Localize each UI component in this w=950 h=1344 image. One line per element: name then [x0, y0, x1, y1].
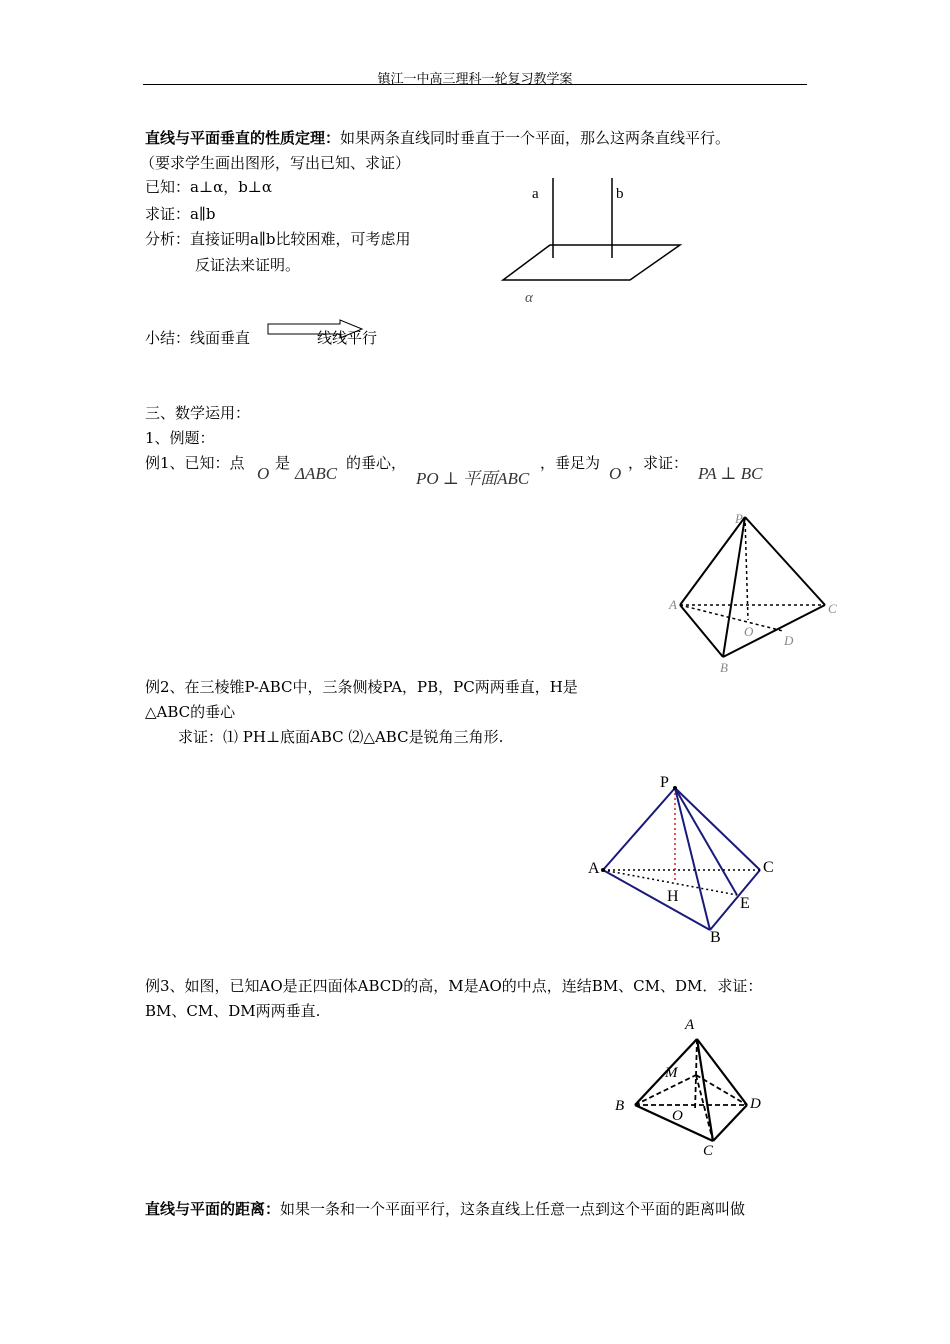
- analysis-text-1: 直接证明a∥b比较困难，可考虑用: [190, 230, 411, 248]
- theorem-text: 如果两条直线同时垂直于一个平面，那么这两条直线平行。: [340, 129, 731, 147]
- ex2-line-2: △ABC的垂心: [145, 703, 236, 721]
- ex1-prefix: 例1、已知：点: [145, 454, 245, 472]
- ex1-orthocenter: 的垂心，: [346, 454, 407, 472]
- ex1-triangle: ΔABC: [295, 464, 338, 483]
- ex3-label-m: M: [665, 1065, 678, 1081]
- distance-text: 如果一条和一个平面平行，这条直线上任意一点到这个平面的距离叫做: [280, 1200, 746, 1218]
- theorem-title: 直线与平面垂直的性质定理：: [145, 129, 341, 147]
- header-rule: [143, 84, 807, 85]
- ex1-is: 是: [275, 454, 291, 472]
- ex3-tetrahedron-figure: [605, 1015, 785, 1165]
- ex3-line-2: BM、CM、DM两两垂直.: [145, 1002, 321, 1020]
- perpendicular-lines-figure: [495, 170, 695, 310]
- ex2-label-h: H: [667, 888, 679, 905]
- analysis-label: 分析：: [145, 230, 191, 248]
- prove-line: [145, 203, 216, 224]
- theorem-note: （要求学生画出图形，写出已知、求证）: [140, 154, 411, 172]
- given-label: 已知：: [145, 178, 191, 196]
- ex2-label-p: P: [660, 774, 669, 791]
- plane-alpha-label: α: [525, 290, 533, 306]
- ex2-label-e: E: [740, 895, 750, 912]
- ex2-label-b: B: [710, 929, 721, 946]
- summary-line: [145, 327, 250, 348]
- ex2-label-c: C: [763, 859, 774, 876]
- prove-text: a∥b: [190, 205, 216, 223]
- analysis-text-2: 反证法来证明。: [195, 256, 301, 274]
- ex3-line-1: 例3、如图，已知AO是正四面体ABCD的高，M是AO的中点，连结BM、CM、DM．求证：: [145, 977, 763, 995]
- analysis-line: [145, 228, 411, 249]
- line-a-label: a: [532, 186, 539, 202]
- ex1-foot: ，垂足为: [540, 454, 601, 472]
- ex1-label-o: O: [744, 624, 754, 639]
- ex3-label-b: B: [615, 1098, 625, 1114]
- section-title: 三、数学运用：: [145, 404, 251, 422]
- ex1-point-o: O: [257, 464, 270, 483]
- line-b-label: b: [616, 186, 624, 202]
- ex2-label-a: A: [588, 860, 600, 877]
- ex1-point-o-2: O: [609, 464, 622, 483]
- prove-label: 求证：: [145, 205, 191, 223]
- given-text: a⊥α，b⊥α: [190, 178, 273, 196]
- plane-alpha: [503, 245, 680, 280]
- given-line: [145, 176, 272, 197]
- summary-label: 小结：: [145, 329, 191, 347]
- section-sub: 1、例题：: [145, 429, 215, 447]
- ex1-label-d: D: [784, 633, 794, 648]
- ex3-label-d: D: [750, 1096, 761, 1112]
- ex1-prove: ，求证：: [628, 454, 689, 472]
- ex1-label-p: P: [735, 511, 743, 526]
- ex1-label-b: B: [720, 660, 728, 675]
- ex2-line-1: 例2、在三棱锥P-ABC中，三条侧棱PA，PB，PC两两垂直，H是: [145, 678, 578, 696]
- distance-title: 直线与平面的距离：: [145, 1200, 281, 1218]
- ex3-label-c: C: [703, 1143, 714, 1159]
- ex1-label-c: C: [828, 601, 837, 616]
- theorem-statement: [145, 127, 730, 148]
- distance-definition: [145, 1198, 745, 1219]
- ex3-label-o: O: [672, 1108, 683, 1124]
- page-header: 镇江一中高三理科一轮复习教学案: [377, 72, 573, 87]
- ex1-po-perp: PO ⊥ 平面ABC: [416, 469, 530, 488]
- ex1-tetrahedron-figure: [665, 505, 845, 680]
- ex1-goal: PA ⊥ BC: [698, 464, 763, 483]
- ex1-label-a: A: [669, 597, 677, 612]
- ex3-label-a: A: [685, 1017, 695, 1033]
- ex2-pyramid-figure: [585, 770, 785, 945]
- summary-right: 线线平行: [317, 329, 378, 347]
- summary-left: 线面垂直: [190, 329, 251, 347]
- ex2-line-3: 求证：⑴ PH⊥底面ABC ⑵△ABC是锐角三角形.: [178, 728, 504, 746]
